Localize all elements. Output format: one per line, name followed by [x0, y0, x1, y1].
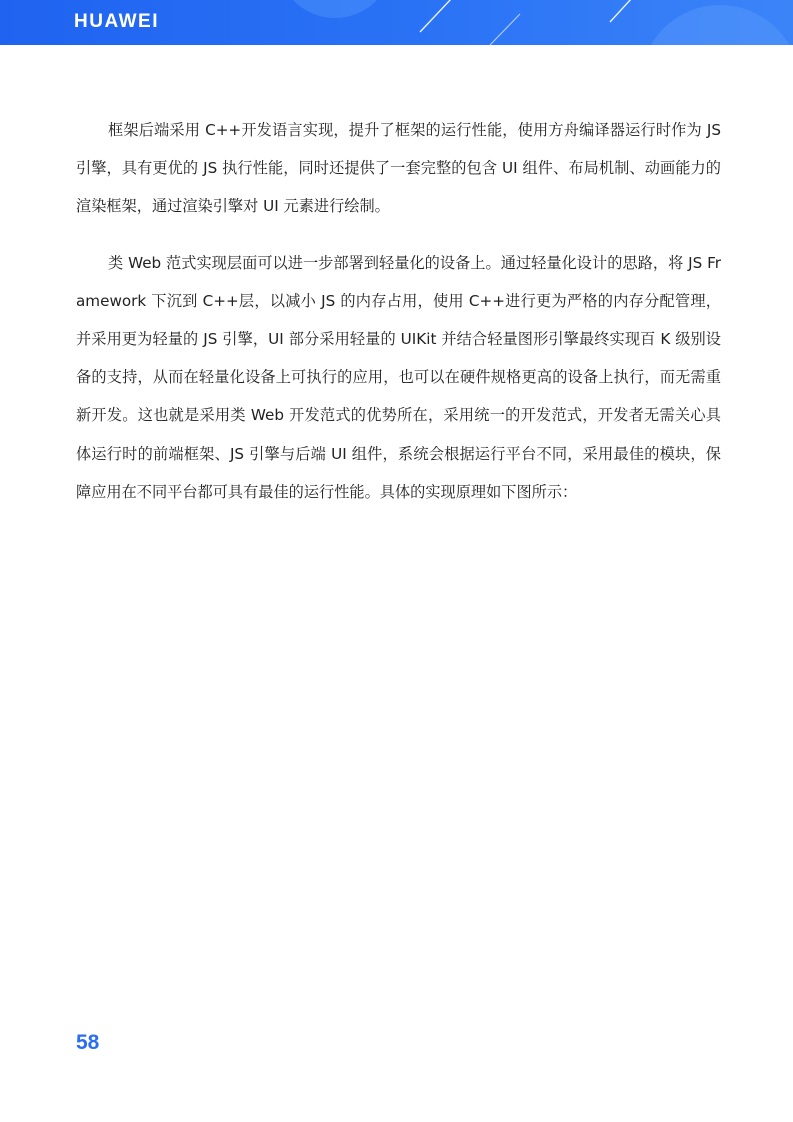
paragraph: 框架后端采用 C++开发语言实现，提升了框架的运行性能，使用方舟编译器运行时作为 JS 引擎，具有更优的 JS 执行性能，同时还提供了一套完整的包含 UI 组件、布局机制、动画能力的渲染框架，通过渲染引擎对 UI 元素进行绘制。	[76, 121, 721, 216]
page-header	[0, 0, 793, 45]
brand-logo: HUAWEI	[74, 11, 159, 32]
page-number: 58	[76, 1031, 100, 1054]
document-body	[76, 111, 721, 529]
paragraph: 类 Web 范式实现层面可以进一步部署到轻量化的设备上。通过轻量化设计的思路，将 JS Framework 下沉到 C++层，以减小 JS 的内存占用，使用 C++进行更为严格的内存分配管理，并采用更为轻量的 JS 引擎，UI 部分采用轻量的 UIKit 并结合轻量图形引擎最终实现百 K 级别设备的支持，从而在轻量化设备上可执行的应用，也可以在硬件规格更高的设备上执行，而无需重新开发。这也就是采用类 Web 开发范式的优势所在，采用统一的开发范式，开发者无需关心具体运行时的前端框架、JS 引擎与后端 UI 组件，系统会根据运行平台不同，采用最佳的模块，保障应用在不同平台都可具有最佳的运行性能。具体的实现原理如下图所示：	[76, 253, 721, 501]
